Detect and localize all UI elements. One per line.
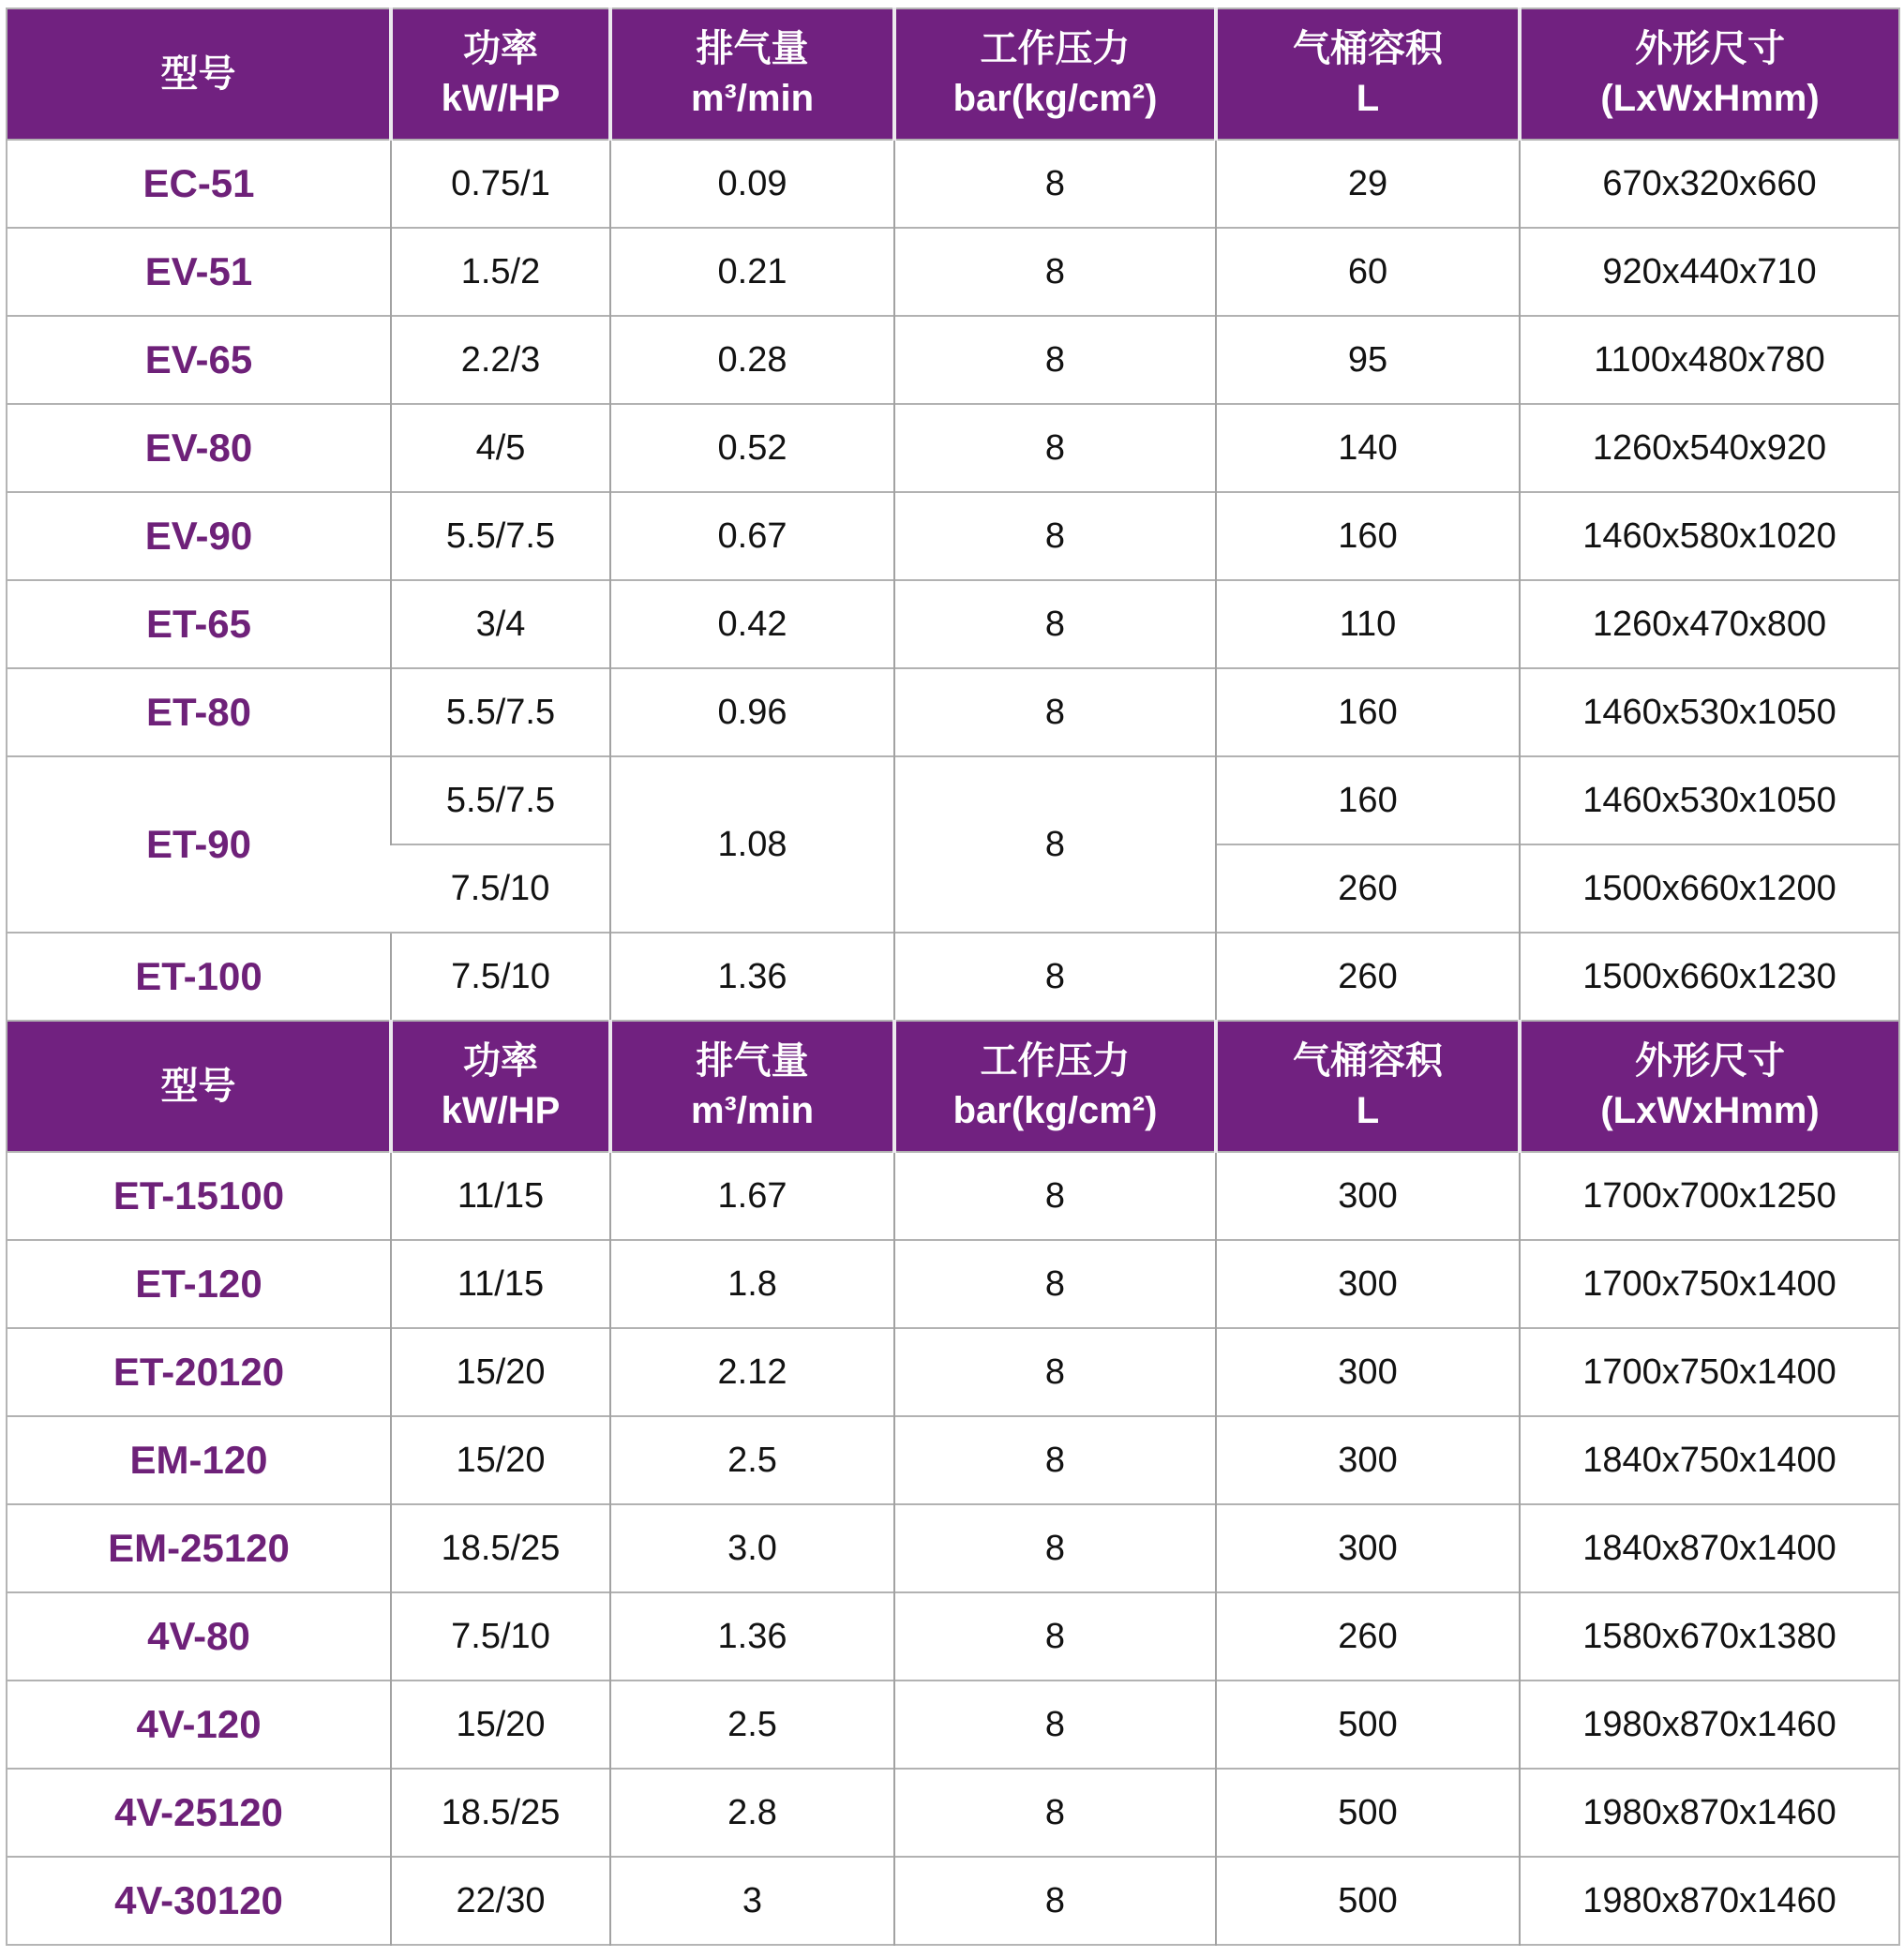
table-row	[7, 580, 1899, 668]
table-row-merged	[7, 756, 1899, 844]
displacement-cell: 3.0	[610, 1504, 894, 1592]
table-row	[7, 1504, 1899, 1592]
tank-cell: 95	[1216, 316, 1520, 404]
header-line: m³/min	[690, 78, 815, 119]
model-cell: EM-120	[7, 1416, 391, 1504]
column-header-displacement	[610, 1021, 894, 1152]
model-cell: 4V-80	[7, 1592, 391, 1681]
tank-cell: 500	[1216, 1769, 1520, 1857]
dimensions-cell: 1700x700x1250	[1520, 1152, 1899, 1240]
model-cell: EC-51	[7, 140, 391, 228]
displacement-cell: 1.36	[610, 1592, 894, 1681]
column-header-model	[7, 8, 391, 140]
header-line: 排气量	[696, 28, 809, 70]
dimensions-cell: 1100x480x780	[1520, 316, 1899, 404]
displacement-cell: 1.8	[610, 1240, 894, 1328]
displacement-cell: 2.12	[610, 1328, 894, 1416]
header-line: L	[1356, 1090, 1380, 1131]
column-header-displacement	[610, 8, 894, 140]
displacement-cell: 0.42	[610, 580, 894, 668]
table-row	[7, 1416, 1899, 1504]
table-row	[7, 1769, 1899, 1857]
model-cell: EV-51	[7, 228, 391, 316]
header-line: m³/min	[690, 1090, 815, 1131]
tank-cell: 300	[1216, 1504, 1520, 1592]
displacement-cell: 1.67	[610, 1152, 894, 1240]
tank-cell: 260	[1216, 933, 1520, 1021]
power-cell: 18.5/25	[391, 1504, 610, 1592]
dimensions-cell: 1980x870x1460	[1520, 1769, 1899, 1857]
model-cell: 4V-25120	[7, 1769, 391, 1857]
dimensions-cell: 670x320x660	[1520, 140, 1899, 228]
power-cell: 15/20	[391, 1416, 610, 1504]
table-row	[7, 404, 1899, 492]
dimensions-cell: 1700x750x1400	[1520, 1328, 1899, 1416]
table-row	[7, 1681, 1899, 1769]
pressure-cell: 8	[894, 228, 1216, 316]
dimensions-cell: 1700x750x1400	[1520, 1240, 1899, 1328]
pressure-cell: 8	[894, 1769, 1216, 1857]
tank-cell: 160	[1216, 668, 1520, 756]
power-cell: 1.5/2	[391, 228, 610, 316]
header-line: 气桶容积	[1293, 1040, 1443, 1083]
pressure-cell: 8	[894, 1416, 1216, 1504]
tank-cell: 260	[1216, 1592, 1520, 1681]
header-line: bar(kg/cm²)	[952, 78, 1158, 119]
dimensions-cell: 1980x870x1460	[1520, 1681, 1899, 1769]
power-cell: 7.5/10	[391, 844, 610, 933]
displacement-cell: 0.21	[610, 228, 894, 316]
column-header-dimensions	[1520, 1021, 1899, 1152]
dimensions-cell: 1260x540x920	[1520, 404, 1899, 492]
dimensions-cell: 1500x660x1230	[1520, 933, 1899, 1021]
header-line: (LxWxHmm)	[1600, 1090, 1820, 1131]
header-line: 气桶容积	[1293, 28, 1443, 70]
dimensions-cell: 1460x530x1050	[1520, 668, 1899, 756]
header-line: 功率	[463, 28, 538, 70]
dimensions-cell: 1500x660x1200	[1520, 844, 1899, 933]
pressure-cell: 8	[894, 1152, 1216, 1240]
model-cell: ET-100	[7, 933, 391, 1021]
power-cell: 5.5/7.5	[391, 756, 610, 844]
pressure-cell: 8	[894, 1328, 1216, 1416]
power-cell: 5.5/7.5	[391, 492, 610, 580]
dimensions-cell: 1840x750x1400	[1520, 1416, 1899, 1504]
power-cell: 18.5/25	[391, 1769, 610, 1857]
model-cell: ET-80	[7, 668, 391, 756]
column-header-model	[7, 1021, 391, 1152]
column-header-power	[391, 1021, 610, 1152]
tank-cell: 260	[1216, 844, 1520, 933]
displacement-cell: 1.36	[610, 933, 894, 1021]
table-row	[7, 228, 1899, 316]
displacement-cell: 0.52	[610, 404, 894, 492]
power-cell: 22/30	[391, 1857, 610, 1945]
pressure-cell: 8	[894, 1504, 1216, 1592]
pressure-cell: 8	[894, 1857, 1216, 1945]
tank-cell: 500	[1216, 1857, 1520, 1945]
header-line: kW/HP	[441, 78, 561, 119]
header-line: L	[1356, 78, 1380, 119]
tank-cell: 500	[1216, 1681, 1520, 1769]
pressure-cell: 8	[894, 756, 1216, 933]
displacement-cell: 0.96	[610, 668, 894, 756]
displacement-cell: 2.8	[610, 1769, 894, 1857]
header-line: 型号	[160, 52, 236, 95]
table-row	[7, 492, 1899, 580]
header-line: 功率	[463, 1040, 538, 1083]
header-line: kW/HP	[441, 1090, 561, 1131]
model-cell: ET-65	[7, 580, 391, 668]
table-row	[7, 140, 1899, 228]
displacement-cell: 3	[610, 1857, 894, 1945]
table-row	[7, 1152, 1899, 1240]
power-cell: 4/5	[391, 404, 610, 492]
displacement-cell: 1.08	[610, 756, 894, 933]
table-row	[7, 1592, 1899, 1681]
table-row	[7, 1240, 1899, 1328]
header-line: 工作压力	[980, 1040, 1131, 1083]
displacement-cell: 0.09	[610, 140, 894, 228]
pressure-cell: 8	[894, 1592, 1216, 1681]
model-cell: EV-90	[7, 492, 391, 580]
header-line: bar(kg/cm²)	[952, 1090, 1158, 1131]
pressure-cell: 8	[894, 580, 1216, 668]
power-cell: 7.5/10	[391, 933, 610, 1021]
table-row	[7, 668, 1899, 756]
power-cell: 15/20	[391, 1328, 610, 1416]
pressure-cell: 8	[894, 668, 1216, 756]
pressure-cell: 8	[894, 492, 1216, 580]
tank-cell: 29	[1216, 140, 1520, 228]
column-header-tank	[1216, 1021, 1520, 1152]
displacement-cell: 0.67	[610, 492, 894, 580]
header-line: 工作压力	[980, 28, 1131, 70]
model-cell: ET-20120	[7, 1328, 391, 1416]
displacement-cell: 2.5	[610, 1681, 894, 1769]
header-line: 外形尺寸	[1635, 1040, 1785, 1083]
power-cell: 11/15	[391, 1240, 610, 1328]
pressure-cell: 8	[894, 404, 1216, 492]
table-row	[7, 1328, 1899, 1416]
tank-cell: 160	[1216, 492, 1520, 580]
dimensions-cell: 1580x670x1380	[1520, 1592, 1899, 1681]
pressure-cell: 8	[894, 1240, 1216, 1328]
tank-cell: 140	[1216, 404, 1520, 492]
power-cell: 0.75/1	[391, 140, 610, 228]
model-cell: EV-80	[7, 404, 391, 492]
dimensions-cell: 1460x530x1050	[1520, 756, 1899, 844]
header-line: 排气量	[696, 1040, 809, 1083]
column-header-power	[391, 8, 610, 140]
pressure-cell: 8	[894, 140, 1216, 228]
tank-cell: 160	[1216, 756, 1520, 844]
tank-cell: 300	[1216, 1240, 1520, 1328]
power-cell: 15/20	[391, 1681, 610, 1769]
displacement-cell: 2.5	[610, 1416, 894, 1504]
pressure-cell: 8	[894, 1681, 1216, 1769]
header-row	[7, 1021, 1899, 1152]
dimensions-cell: 1840x870x1400	[1520, 1504, 1899, 1592]
tank-cell: 300	[1216, 1152, 1520, 1240]
table-row	[7, 316, 1899, 404]
model-cell: ET-120	[7, 1240, 391, 1328]
header-line: 型号	[160, 1065, 236, 1107]
pressure-cell: 8	[894, 316, 1216, 404]
power-cell: 2.2/3	[391, 316, 610, 404]
model-cell: 4V-30120	[7, 1857, 391, 1945]
dimensions-cell: 920x440x710	[1520, 228, 1899, 316]
power-cell: 11/15	[391, 1152, 610, 1240]
power-cell: 5.5/7.5	[391, 668, 610, 756]
model-cell: ET-90	[7, 756, 391, 933]
header-row	[7, 8, 1899, 140]
dimensions-cell: 1260x470x800	[1520, 580, 1899, 668]
header-line: 外形尺寸	[1635, 28, 1785, 70]
tank-cell: 300	[1216, 1328, 1520, 1416]
pressure-cell: 8	[894, 933, 1216, 1021]
model-cell: ET-15100	[7, 1152, 391, 1240]
column-header-pressure	[894, 8, 1216, 140]
power-cell: 3/4	[391, 580, 610, 668]
dimensions-cell: 1460x580x1020	[1520, 492, 1899, 580]
table-row	[7, 1857, 1899, 1945]
power-cell: 7.5/10	[391, 1592, 610, 1681]
header-line: (LxWxHmm)	[1600, 78, 1820, 119]
model-cell: EM-25120	[7, 1504, 391, 1592]
column-header-tank	[1216, 8, 1520, 140]
dimensions-cell: 1980x870x1460	[1520, 1857, 1899, 1945]
tank-cell: 300	[1216, 1416, 1520, 1504]
model-cell: 4V-120	[7, 1681, 391, 1769]
column-header-dimensions	[1520, 8, 1899, 140]
tank-cell: 110	[1216, 580, 1520, 668]
compressor-spec-table	[6, 7, 1900, 1946]
model-cell: EV-65	[7, 316, 391, 404]
tank-cell: 60	[1216, 228, 1520, 316]
table-row	[7, 933, 1899, 1021]
column-header-pressure	[894, 1021, 1216, 1152]
displacement-cell: 0.28	[610, 316, 894, 404]
